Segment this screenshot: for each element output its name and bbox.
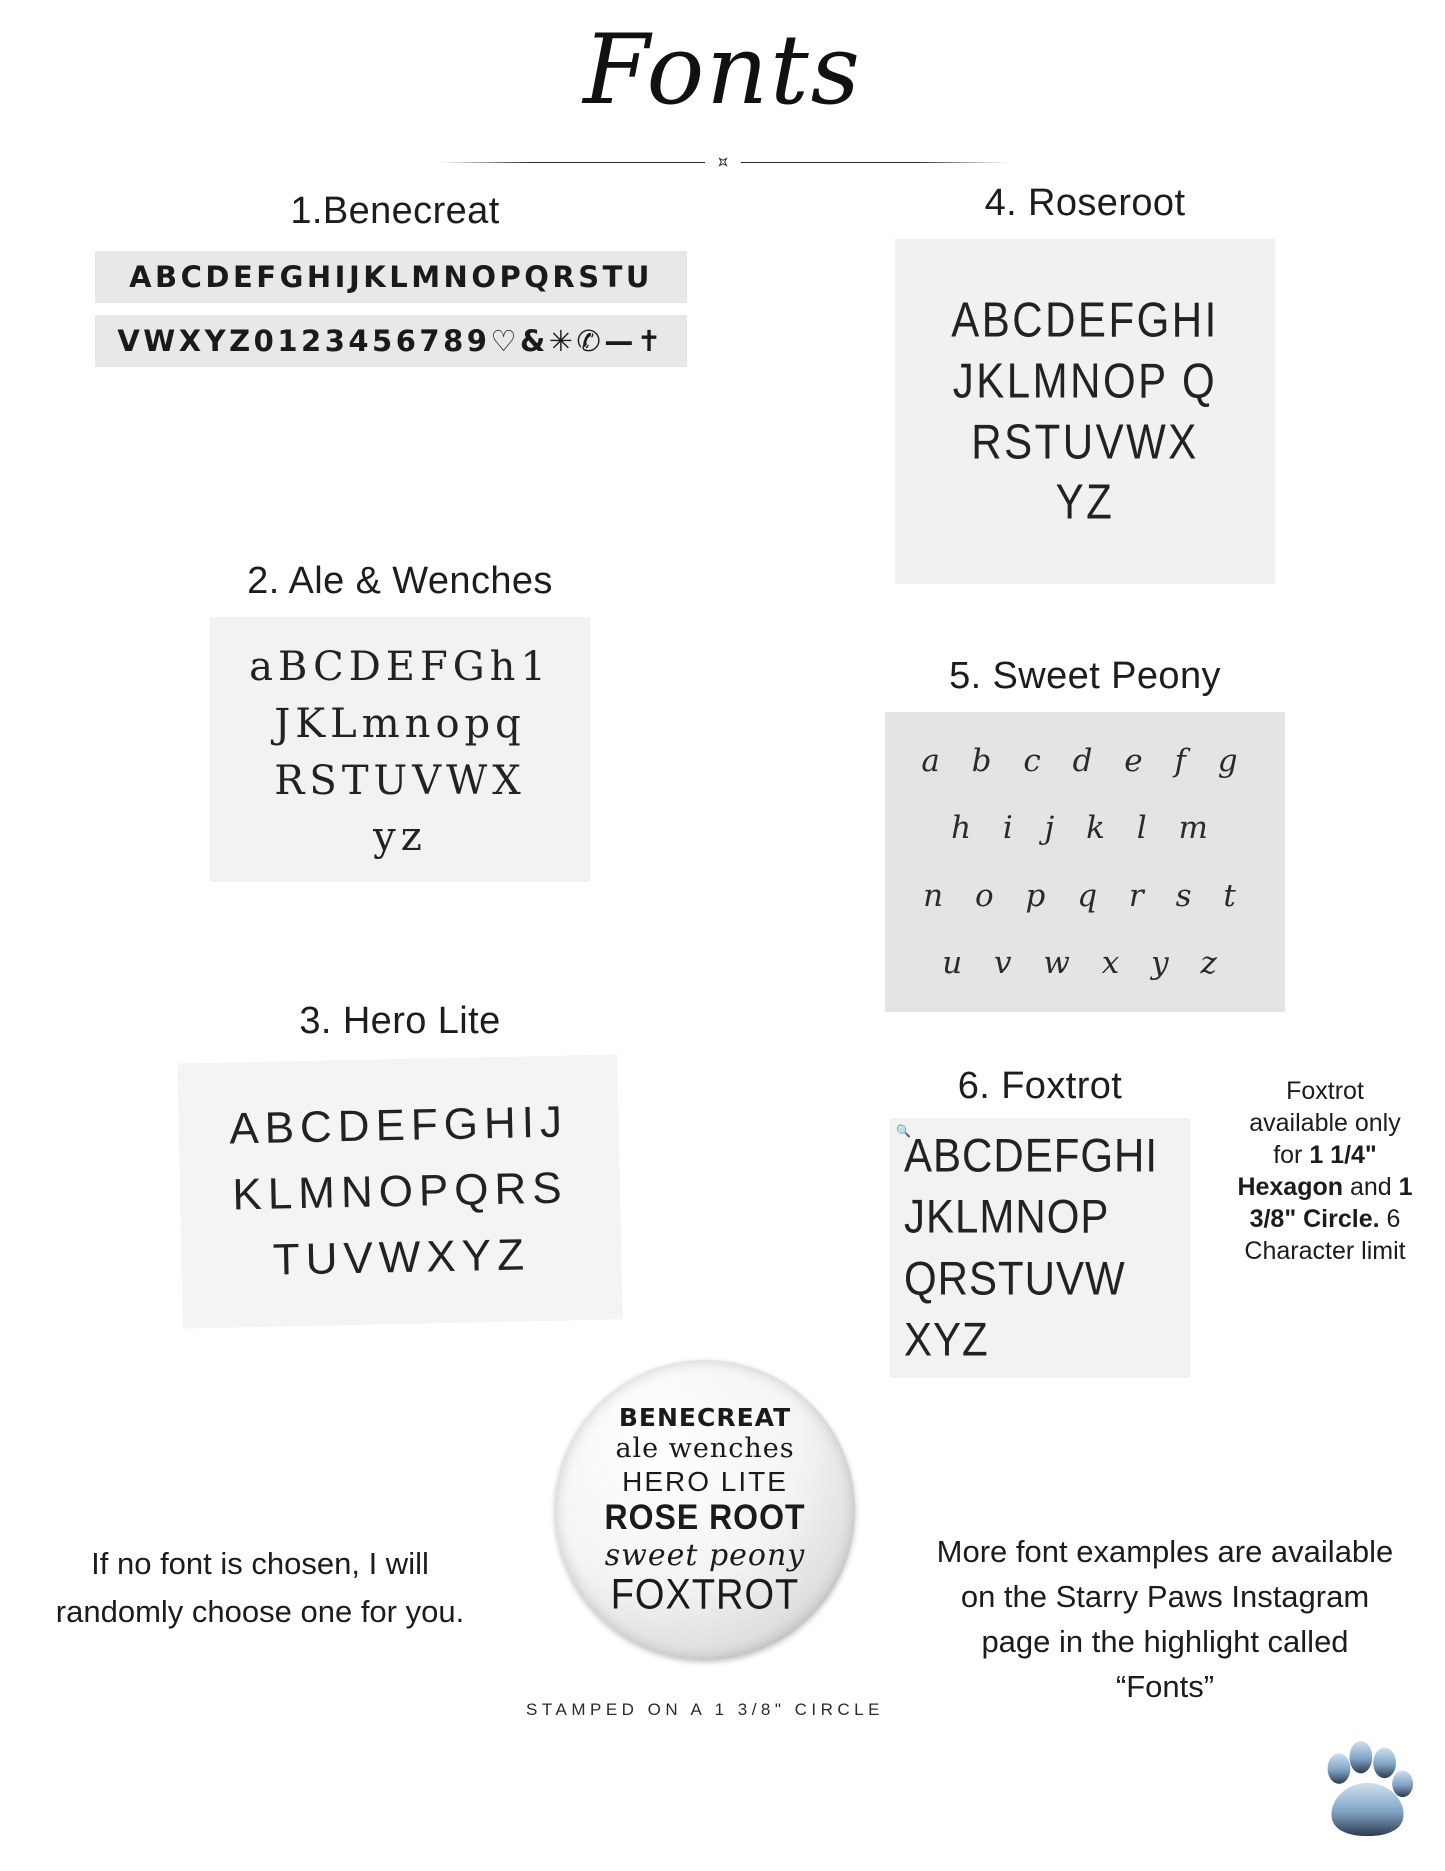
font-sample-line: ABCDEFGHI: [904, 1129, 1159, 1182]
font-sample-foxtrot: [890, 1118, 1190, 1378]
font-sample-ale-and-wenches: [210, 617, 590, 882]
font-heading-ale-and-wenches: 2. Ale & Wenches: [247, 560, 553, 602]
font-block-hero-lite: [130, 1000, 670, 1324]
font-block-benecreat: [95, 190, 695, 379]
circle-sample-line: HERO LITE: [622, 1466, 788, 1498]
no-font-chosen-note: If no font is chosen, I will randomly choose one for you.: [55, 1546, 465, 1630]
font-heading-sweet-peony: 5. Sweet Peony: [949, 655, 1221, 697]
font-sample-line: ABCDEFGHI: [951, 291, 1219, 347]
font-sample-line: yz: [373, 814, 427, 861]
circle-sample-line: sweet peony: [604, 1538, 806, 1574]
font-sample-line: ABCDEFGHIJKLMNOPQRSTU: [129, 260, 653, 294]
font-sample-sweet-peony: [885, 712, 1285, 1012]
foxtrot-note-shape1: Hexagon: [1237, 1173, 1344, 1201]
font-sample-roseroot: [895, 239, 1275, 584]
divider-line-left: [438, 162, 705, 163]
font-sample-line: aBCDEFGh1: [249, 643, 551, 690]
font-sample-line: VWXYZ0123456789♡&✳✆—✝: [117, 324, 665, 358]
font-sample-line: ABCDEFGHIJ: [228, 1096, 569, 1154]
foxtrot-note-shape2: Circle.: [1303, 1205, 1380, 1233]
circle-sample-line: FOXTROT: [610, 1570, 800, 1619]
font-heading-benecreat: 1.Benecreat: [290, 190, 500, 232]
font-sample-hero-lite: [177, 1054, 622, 1328]
font-sample-benecreat-row2: [95, 315, 687, 367]
font-sample-line: RSTUVWX: [274, 757, 526, 804]
font-sample-line: YZ: [1055, 473, 1115, 530]
font-sample-line: XYZ: [904, 1312, 989, 1366]
font-block-roseroot: [870, 182, 1300, 584]
font-heading-roseroot: 4. Roseroot: [984, 182, 1186, 224]
font-sample-line: n o p q r s t: [923, 877, 1247, 914]
page-title: Fonts: [583, 14, 862, 126]
paw-print-logo: [1320, 1740, 1415, 1840]
foxtrot-note-part2: 6 Character limit: [1244, 1205, 1406, 1265]
stamped-circle-sample: [555, 1360, 855, 1660]
magnifier-icon: 🔍: [896, 1124, 911, 1138]
font-sample-line: JKLMNOP: [904, 1190, 1110, 1244]
font-sample-line: a b c d e f g: [921, 743, 1249, 780]
font-block-ale-and-wenches: [140, 560, 660, 882]
foxtrot-note-size2: 1 3/8": [1249, 1173, 1413, 1233]
diamond-ornament-icon: [713, 152, 733, 172]
circle-sample-line: ale wenches: [615, 1432, 795, 1464]
foxtrot-note-joiner: and: [1343, 1173, 1399, 1201]
font-sample-line: JKLmnopq: [274, 700, 526, 747]
font-sample-line: TUVWXYZ: [272, 1229, 531, 1285]
font-block-sweet-peony: [870, 655, 1300, 1012]
foxtrot-note-part1: Foxtrot available only for: [1249, 1077, 1401, 1169]
font-heading-hero-lite: 3. Hero Lite: [299, 1000, 501, 1042]
more-examples-note: More font examples are available on the Starry Paws Instagram page in the highlight called “Fonts”: [936, 1534, 1394, 1704]
circle-sample-line: BENECREAT: [618, 1402, 792, 1432]
font-heading-foxtrot: 6. Foxtrot: [957, 1065, 1123, 1107]
font-sample-benecreat-row1: [95, 251, 687, 303]
font-sample-line: JKLMNOP Q: [952, 352, 1218, 408]
circle-sample-line: ROSE ROOT: [604, 1496, 806, 1537]
divider-line-right: [741, 162, 1008, 163]
font-sample-line: h i j k l m: [951, 810, 1219, 847]
font-sample-line: KLMNOPQRS: [231, 1162, 569, 1220]
foxtrot-note-size1: 1 1/4": [1309, 1141, 1377, 1169]
title-divider: [438, 152, 1008, 172]
font-sample-line: u v w x y z: [942, 944, 1228, 981]
foxtrot-availability-note: [1235, 1075, 1415, 1267]
circle-sample-caption: STAMPED ON A 1 3/8" CIRCLE: [526, 1700, 884, 1719]
font-sample-line: QRSTUVW: [904, 1251, 1126, 1305]
font-block-foxtrot: [880, 1065, 1200, 1378]
font-sample-line: RSTUVWX: [971, 413, 1199, 469]
